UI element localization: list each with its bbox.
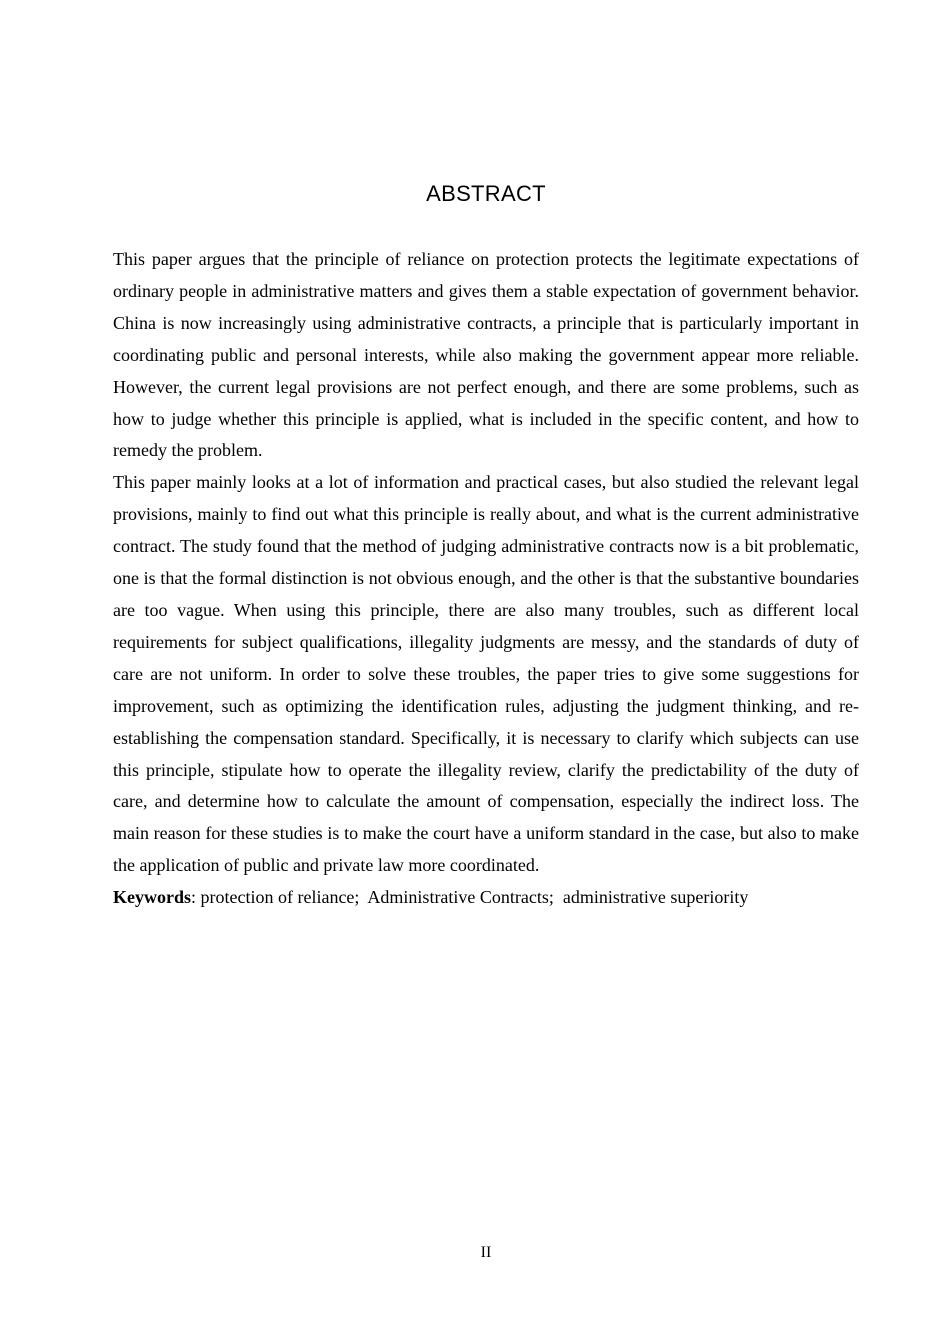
keywords-label: Keywords (113, 887, 191, 908)
abstract-title: ABSTRACT (426, 181, 546, 206)
keywords-line (113, 882, 859, 914)
abstract-paragraph-1: This paper argues that the principle of reliance on protection protects the legitimate expectations of ordinary people in administrative matters and gives them a stable expectation of government behavior. China is now increasingly using administrative contracts, a principle that is particularly important in coordinating public and personal interests, while also making the government appear more reliable. However, the current legal provisions are not perfect enough, and there are some problems, such as how to judge whether this principle is applied, what is included in the specific content, and how to remedy the problem. (113, 249, 859, 461)
keywords-text: : protection of reliance; Administrative Contracts; administrative superiority (191, 887, 749, 908)
abstract-paragraph-2: This paper mainly looks at a lot of information and practical cases, but also studied the relevant legal provisions, mainly to find out what this principle is really about, and what is the current administrative contract. The study found that the method of judging administrative contracts now is a bit problematic, one is that the formal distinction is not obvious enough, and the other is that the substantive boundaries are too vague. When using this principle, there are also many troubles, such as different local requirements for subject qualifications, illegality judgments are messy, and the standards of duty of care are not uniform. In order to solve these troubles, the paper tries to give some suggestions for improvement, such as optimizing the identification rules, adjusting the judgment thinking, and re-establishing the compensation standard. Specifically, it is necessary to clarify which subjects can use this principle, stipulate how to operate the illegality review, clarify the predictability of the duty of care, and determine how to calculate the amount of compensation, especially the indirect loss. The main reason for these studies is to make the court have a uniform standard in the case, but also to make the application of public and private law more coordinated. (113, 472, 859, 876)
page-number: II (480, 1244, 492, 1261)
abstract-body (113, 244, 859, 914)
